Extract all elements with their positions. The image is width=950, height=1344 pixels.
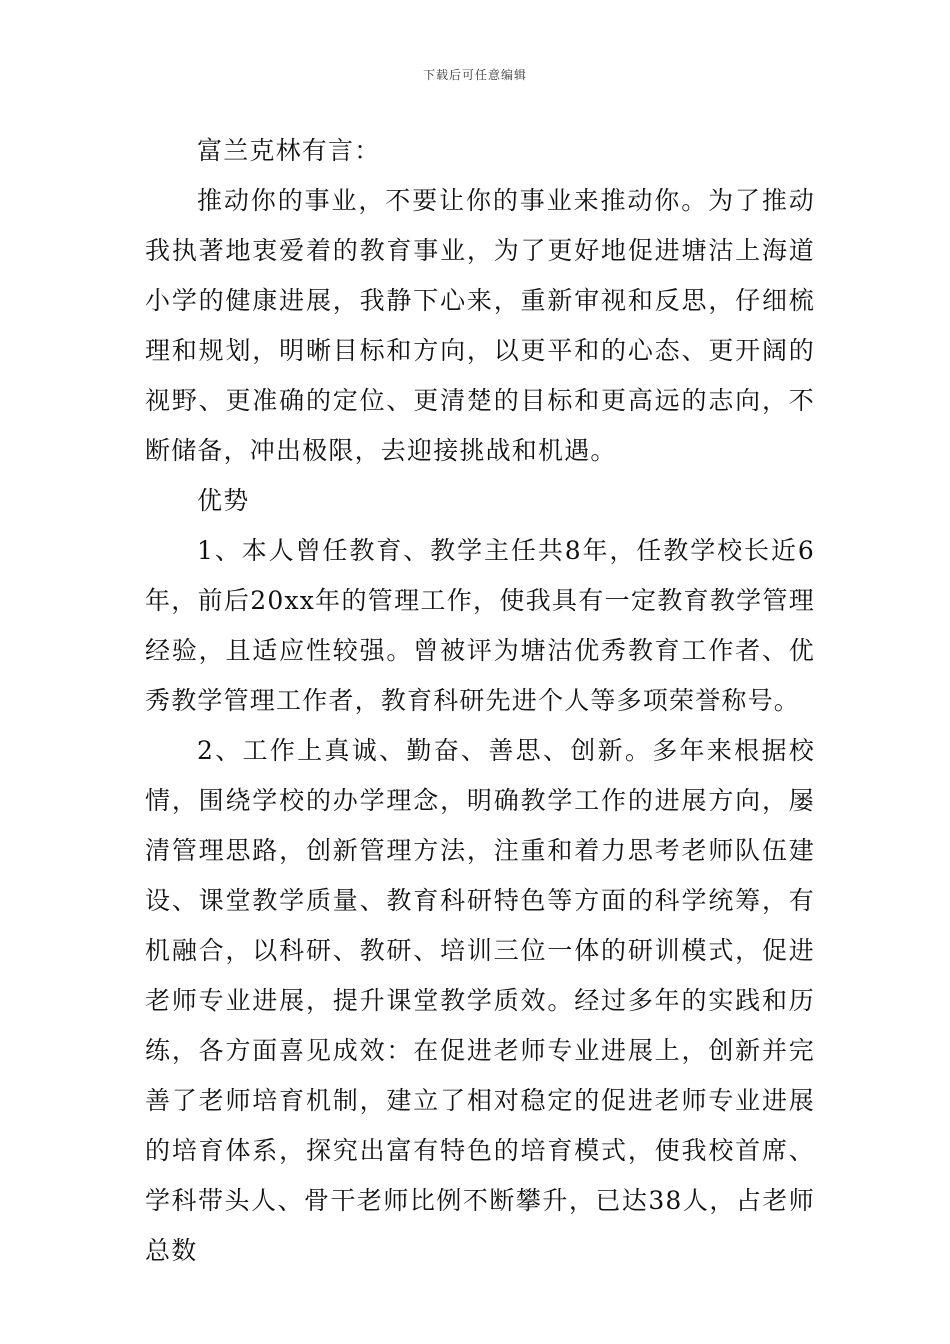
document-body xyxy=(145,126,815,1276)
paragraph-strength-2: 2、工作上真诚、勤奋、善思、创新。多年来根据校情，围绕学校的办学理念，明确教学工作的进展方向，屡清管理思路，创新管理方法，注重和着力思考老师队伍建设、课堂教学质量、教育科研特色等方面的科学统筹，有机融合，以科研、教研、培训三位一体的研训模式，促进老师专业进展，提升课堂教学质效。经过多年的实践和历练，各方面喜见成效：在促进老师专业进展上，创新并完善了老师培育机制，建立了相对稳定的促进老师专业进展的培育体系，探究出富有特色的培育模式，使我校首席、学科带头人、骨干老师比例不断攀升，已达38人，占老师总数 xyxy=(145,736,815,1265)
paragraph-motivation: 推动你的事业，不要让你的事业来推动你。为了推动我执著地衷爱着的教育事业，为了更好地促进塘沽上海道小学的健康进展，我静下心来，重新审视和反思，仔细梳理和规划，明晰目标和方向，以更平和的心态、更开阔的视野、更准确的定位、更清楚的目标和更高远的志向，不断储备，冲出极限，去迎接挑战和机遇。 xyxy=(145,186,815,465)
paragraph-strength-1: 1、本人曾任教育、教学主任共8年，任教学校长近6年，前后20xx年的管理工作，使我具有一定教育教学管理经验，且适应性较强。曾被评为塘沽优秀教育工作者、优秀教学管理工作者，教育科研先进个人等多项荣誉称号。 xyxy=(145,536,815,715)
paragraph-quote-intro: 富兰克林有言： xyxy=(197,136,381,165)
section-heading-strengths: 优势 xyxy=(197,486,250,515)
header-note: 下载后可任意编辑 xyxy=(422,68,527,82)
